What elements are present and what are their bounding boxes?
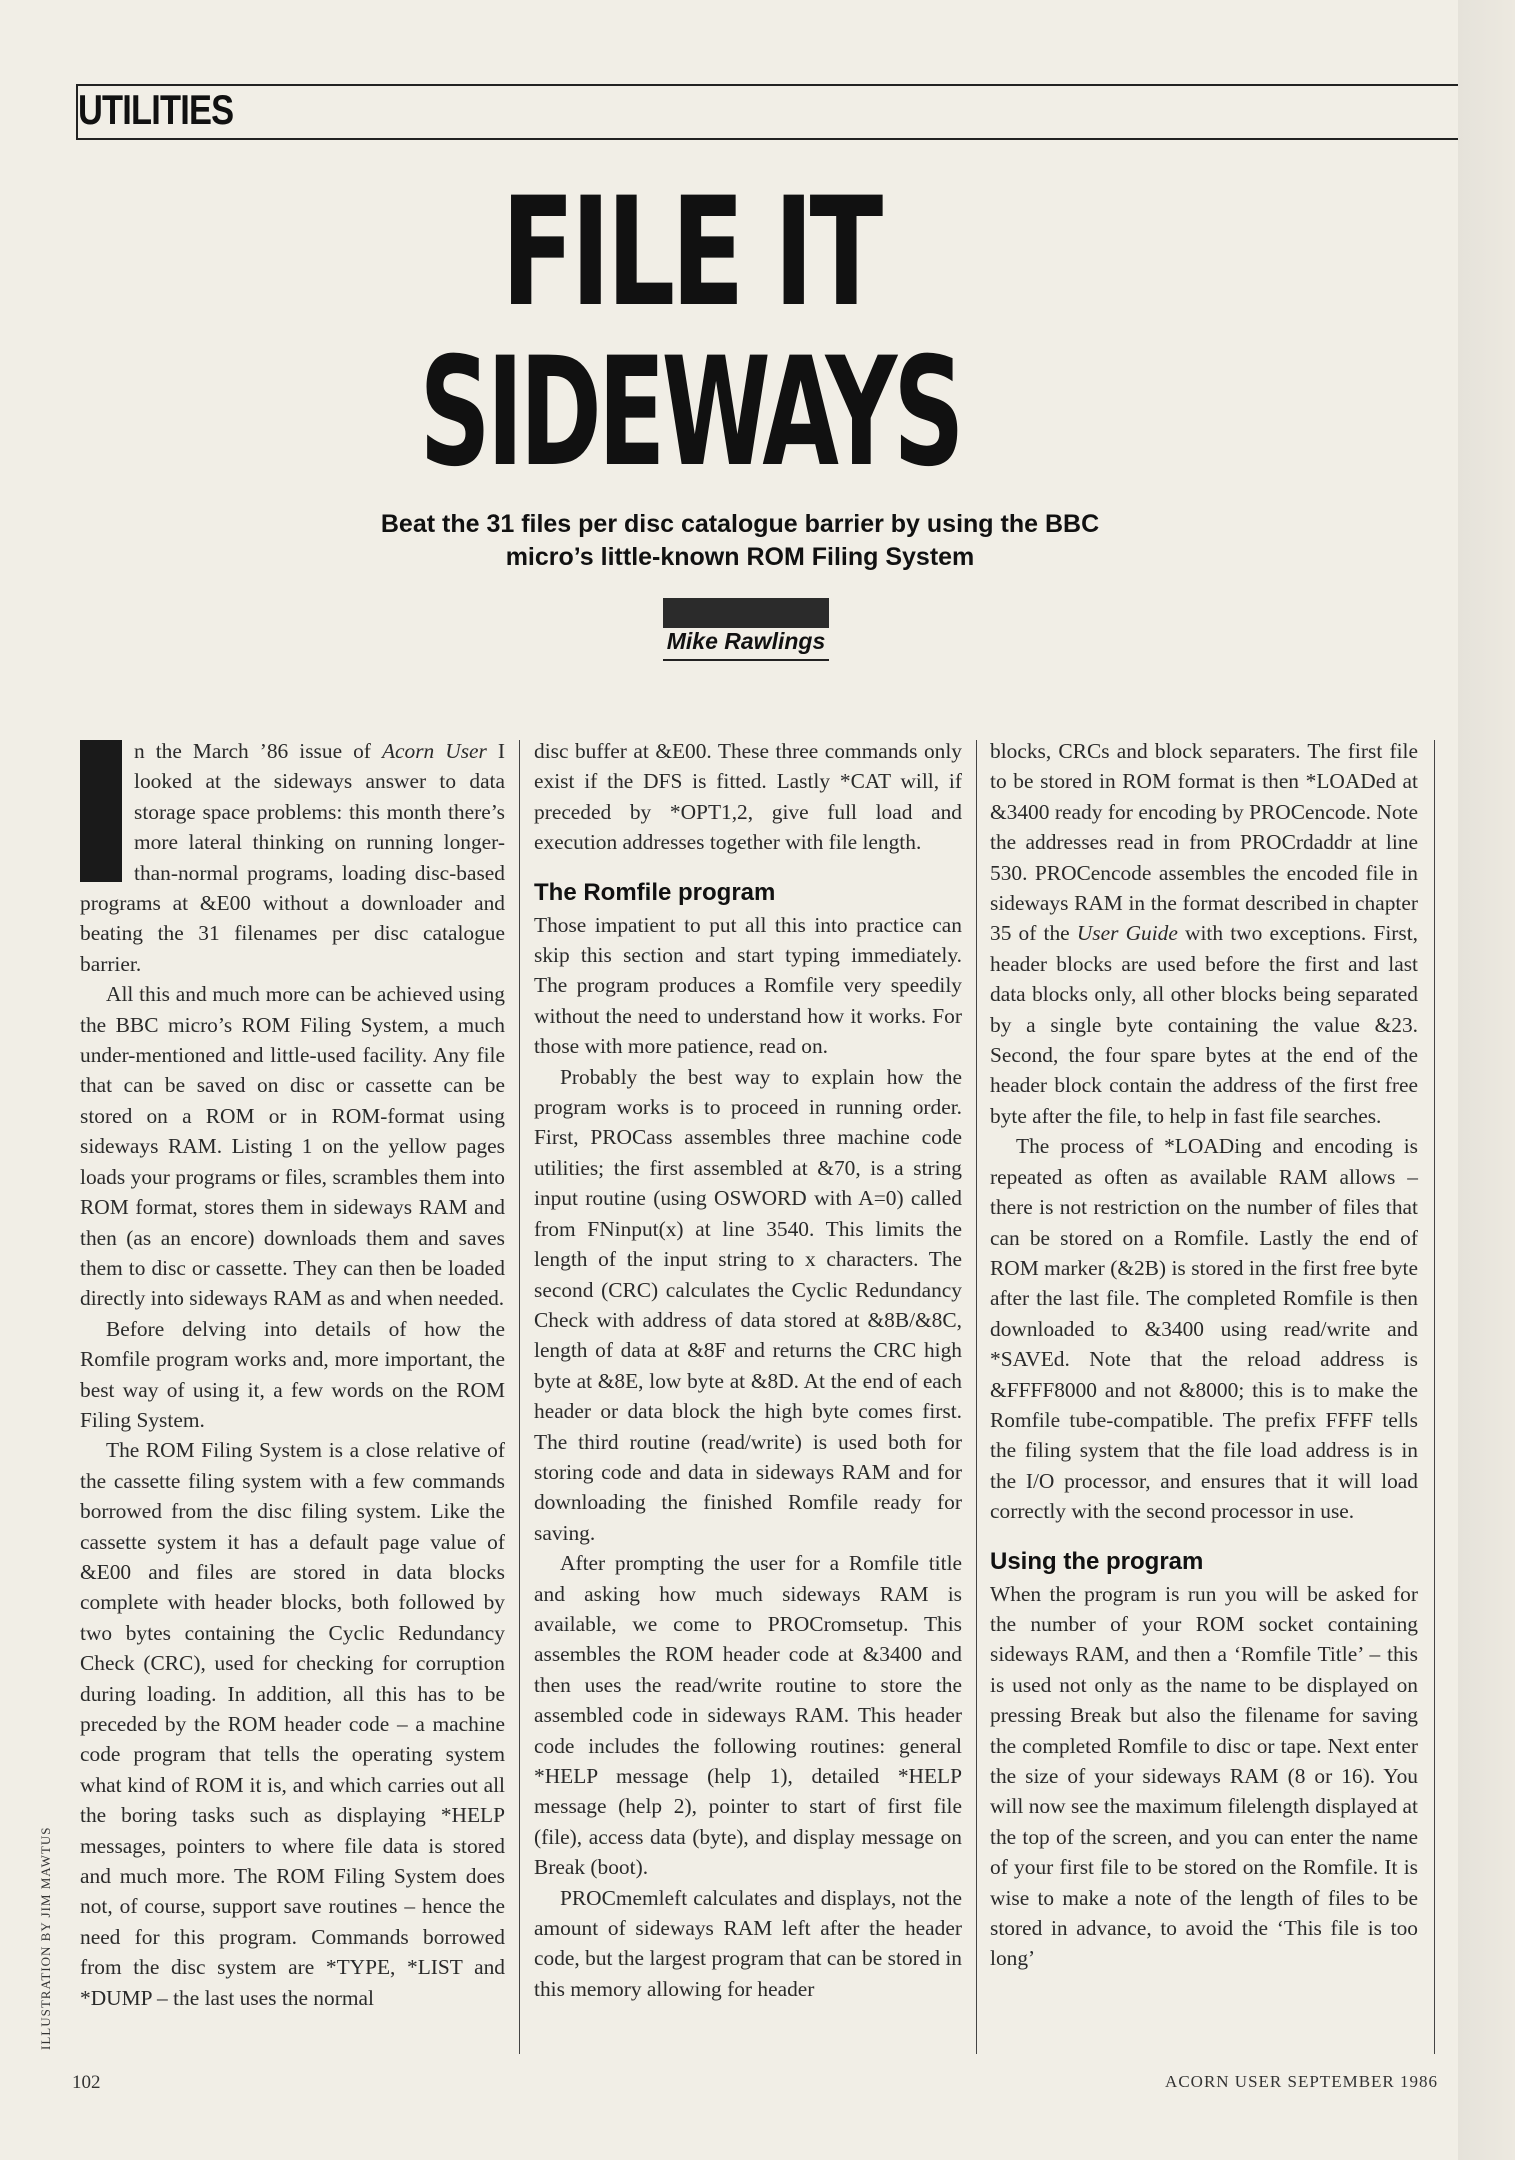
standfirst-line-1: Beat the 31 files per disc catalogue barrier by using the BBC [380, 510, 1100, 538]
subheading-romfile-program: The Romfile program [534, 878, 776, 906]
drop-cap [80, 740, 122, 882]
paragraph: The ROM Filing System is a close relative of the cassette filing system with a few commands borrowed from the disc filing system. Like the cassette system it has a default page value of &E00 and files are stored in data blocks complete with header blocks, both followed by two bytes containing the Cyclic Redundancy Check (CRC), used for checking for corruption during loading. In addition, all this has to be preceded by the ROM header code – a machine code program that tells the operating system what kind of ROM it is, and which carries out all the boring tasks such as displaying *HELP messages, pointers to where file data is stored and much more. The ROM Filing System does not, of course, support save routines – hence the need for this program. Commands borrowed from the disc system are *TYPE, *LIST and *DUMP – the last uses the normal [80, 1438, 505, 2010]
header-rule-lower [76, 138, 1458, 140]
paragraph: Probably the best way to explain how the program works is to proceed in running order. First, PROCass assembles three machine code utilities; the first assembled at &70, is a string input routine (using OSWORD with A=0) called from FNinput(x) at line 3540. This limits the length of the input string to x characters. The second (CRC) calculates the Cyclic Redundancy Check with address of data stored at &8B/&8C, length of data at &8F and returns the CRC high byte at &8E, low byte at &8D. At the end of each header or data block the high byte comes first. The third routine (read/write) is used both for storing code and data in sideways RAM and for downloading the finished Romfile ready for saving. [534, 1064, 962, 1545]
standfirst [340, 508, 1140, 574]
paragraph: When the program is run you will be asked for the number of your ROM socket containing sideways RAM, and then a ‘Romfile Title’ – this is used not only as the name to be displayed on pressing Break but also the filename for saving the completed Romfile to disc or tape. Next enter the size of your sideways RAM (8 or 16). You will now see the maximum filelength displayed at the top of the screen, and you can enter the name of your first file to be stored on the Romfile. It is wise to make a note of the length of files to be stored in advance, to avoid the ‘This file is too long’ [990, 1581, 1418, 1971]
headline-line-2: SIDEWAYS [419, 326, 961, 500]
paragraph: PROCmemleft calculates and displays, not the amount of sideways RAM left after the header code, but the largest program that can be stored in this memory allowing for header [534, 1885, 962, 2001]
byline-bar [663, 598, 829, 628]
header-rule [76, 84, 1458, 86]
author-byline: Mike Rawlings [663, 628, 829, 661]
paragraph: All this and much more can be achieved using the BBC micro’s ROM Filing System, a much under-mentioned and little-used facility. Any file that can be saved on disc or cassette can be stored on a ROM or in ROM-format using sideways RAM. Listing 1 on the yellow pages loads your programs or files, scrambles them into ROM format, stores them in sideways RAM and then (as an encore) downloads them and saves them to disc or cassette. They can then be loaded directly into sideways RAM as and when needed. [80, 982, 505, 1311]
paragraph: n the March ’86 issue of Acorn User I looked at the sideways answer to data storage space problems: this month there’s more lateral thinking on running longer-than-normal programs, loading disc-based programs at &E00 without a downloader and beating the 31 filenames per disc catalogue barrier. [80, 739, 505, 976]
page-number: 102 [72, 2072, 101, 2093]
headline-line-1: FILE IT [501, 166, 879, 340]
paragraph: blocks, CRCs and block separaters. The first file to be stored in ROM format is then *LOADed at &3400 ready for encoding by PROCencode. Note the addresses read in from PROCrdaddr at line 530. PROCencode assembles the encoded file in sideways RAM in the format described in chapter 35 of the User Guide with two exceptions. First, header blocks are used before the first and last data blocks only, all other blocks being separated by a single byte containing the value &23. Second, the four spare bytes at the end of the header block contain the address of the first free byte after the file, to help in fast file searches. [990, 739, 1419, 1128]
article-column-1 [80, 736, 505, 2013]
column-divider-1 [519, 740, 520, 2054]
page-edge [1458, 0, 1515, 2160]
standfirst-line-2: micro’s little-known ROM Filing System [505, 543, 975, 571]
column-divider-2 [976, 740, 977, 2054]
column-divider-3 [1434, 740, 1435, 2054]
paragraph: Those impatient to put all this into practice can skip this section and start typing immediately. The program produces a Romfile very speedily without the need to understand how it works. For those with more patience, read on. [534, 912, 962, 1059]
magazine-name: Acorn User [381, 739, 487, 763]
paragraph: disc buffer at &E00. These three commands only exist if the DFS is fitted. Lastly *CAT will, if preceded by *OPT1,2, give full load and execution addresses together with file length. [534, 739, 962, 855]
article-column-3 [990, 736, 1418, 1974]
illustration-credit: ILLUSTRATION BY JIM MAWTUS [38, 1826, 53, 2050]
subheading-using-program: Using the program [990, 1547, 1204, 1575]
paragraph: After prompting the user for a Romfile title and asking how much sideways RAM is available, we come to PROCromsetup. This assembles the ROM header code at &3400 and then uses the read/write routine to store the assembled code in sideways RAM. This header code includes the following routines: general *HELP message (help 1), detailed *HELP message (help 2), pointer to start of first file (file), access data (byte), and display message on Break (boot). [534, 1551, 962, 1880]
section-label: UTILITIES [78, 86, 234, 133]
user-guide-title: User Guide [1076, 921, 1178, 946]
footer-issue: ACORN USER SEPTEMBER 1986 [1165, 2072, 1438, 2091]
paragraph: Before delving into details of how the Romfile program works and, more important, the best way of using it, a few words on the ROM Filing System. [80, 1316, 505, 1432]
paragraph: The process of *LOADing and encoding is repeated as often as available RAM allows – there is not restriction on the number of files that can be stored on a Romfile. Lastly the end of ROM marker (&2B) is stored in the first free byte after the last file. The completed Romfile is then downloaded to &3400 using read/write and *SAVEd. Note that the reload address is &FFFF8000 and not &8000; this is to make the Romfile tube-compatible. The prefix FFFF tells the filing system that the file load address is in the I/O processor, and ensures that it will load correctly with the second processor in use. [990, 1134, 1418, 1524]
article-column-2 [534, 736, 962, 2004]
